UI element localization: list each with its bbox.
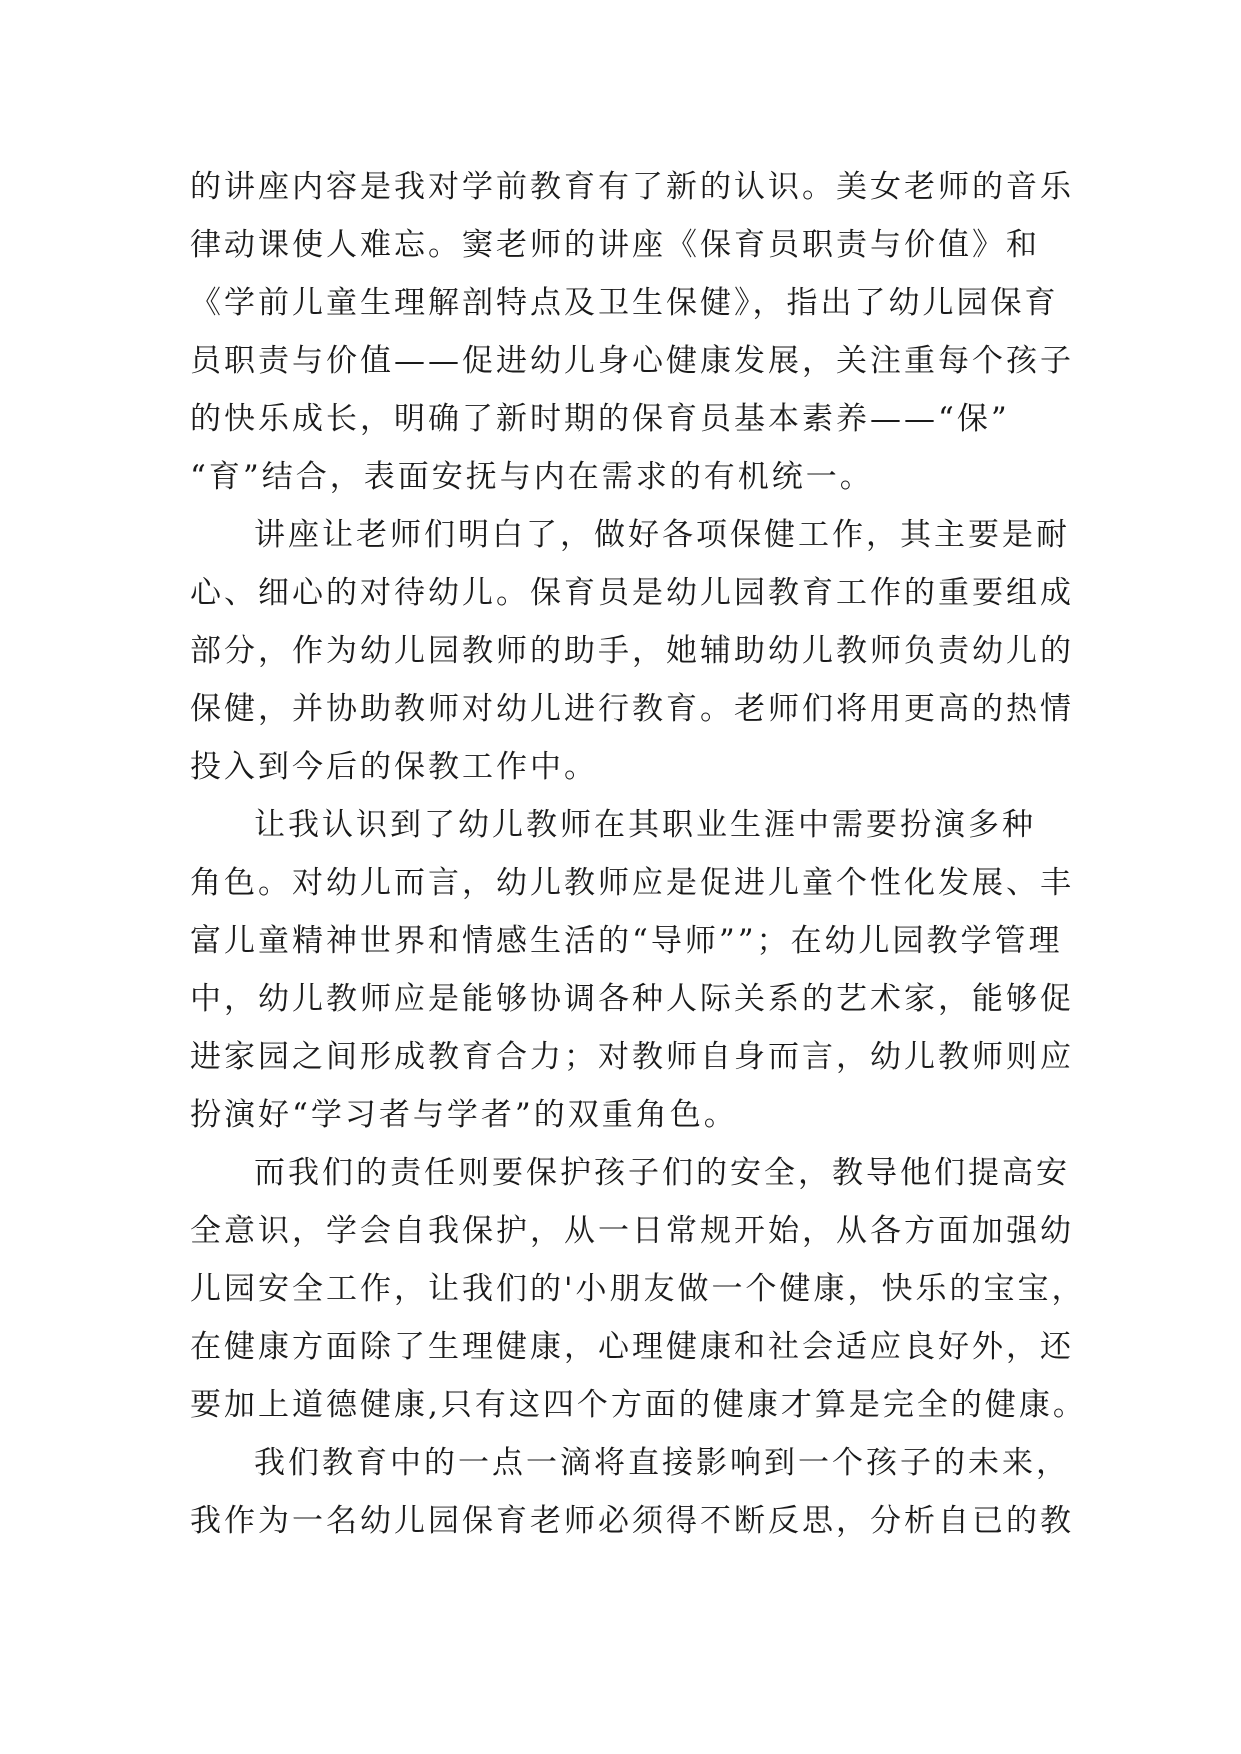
text-line: 富儿童精神世界和情感生活的“导师””；在幼儿园教学管理 [190, 923, 1063, 959]
text-line: 要加上道德健康,只有这四个方面的健康才算是完全的健康。 [190, 1387, 1087, 1423]
text-line: 员职责与价值——促进幼儿身心健康发展，关注重每个孩子 [190, 343, 1074, 379]
text-line: 儿园安全工作，让我们的'小朋友做一个健康，快乐的宝宝， [190, 1271, 1086, 1307]
text-line: 的讲座内容是我对学前教育有了新的认识。美女老师的音乐 [190, 169, 1074, 205]
text-line: 部分，作为幼儿园教师的助手，她辅助幼儿教师负责幼儿的 [190, 633, 1074, 669]
paragraph-first-line: 讲座让老师们明白了，做好各项保健工作，其主要是耐 [254, 517, 1070, 553]
paragraph-first-line: 我们教育中的一点一滴将直接影响到一个孩子的未来， [254, 1445, 1070, 1481]
text-line: 角色。对幼儿而言，幼儿教师应是促进儿童个性化发展、丰 [190, 865, 1074, 901]
text-line: 的快乐成长，明确了新时期的保育员基本素养——“保” [190, 401, 1010, 437]
paragraph-first-line: 让我认识到了幼儿教师在其职业生涯中需要扮演多种 [254, 807, 1036, 843]
text-line: 全意识，学会自我保护，从一日常规开始，从各方面加强幼 [190, 1213, 1074, 1249]
text-line: 《学前儿童生理解剖特点及卫生保健》，指出了幼儿园保育 [190, 285, 1059, 321]
text-line: “育”结合，表面安抚与内在需求的有机统一。 [190, 459, 874, 495]
paragraph-first-line: 而我们的责任则要保护孩子们的安全，教导他们提高安 [254, 1155, 1070, 1191]
text-line: 投入到今后的保教工作中。 [190, 749, 598, 785]
text-line: 进家园之间形成教育合力；对教师自身而言，幼儿教师则应 [190, 1039, 1074, 1075]
text-line: 律动课使人难忘。窦老师的讲座《保育员职责与价值》和 [190, 227, 1040, 263]
text-line: 心、细心的对待幼儿。保育员是幼儿园教育工作的重要组成 [190, 575, 1074, 611]
text-line: 保健，并协助教师对幼儿进行教育。老师们将用更高的热情 [190, 691, 1074, 727]
text-line: 在健康方面除了生理健康，心理健康和社会适应良好外，还 [190, 1329, 1074, 1365]
text-line: 扮演好“学习者与学者”的双重角色。 [190, 1097, 738, 1133]
document-body [190, 158, 1087, 1550]
text-line: 我作为一名幼儿园保育老师必须得不断反思，分析自已的教 [190, 1503, 1074, 1539]
text-line: 中，幼儿教师应是能够协调各种人际关系的艺术家，能够促 [190, 981, 1074, 1017]
